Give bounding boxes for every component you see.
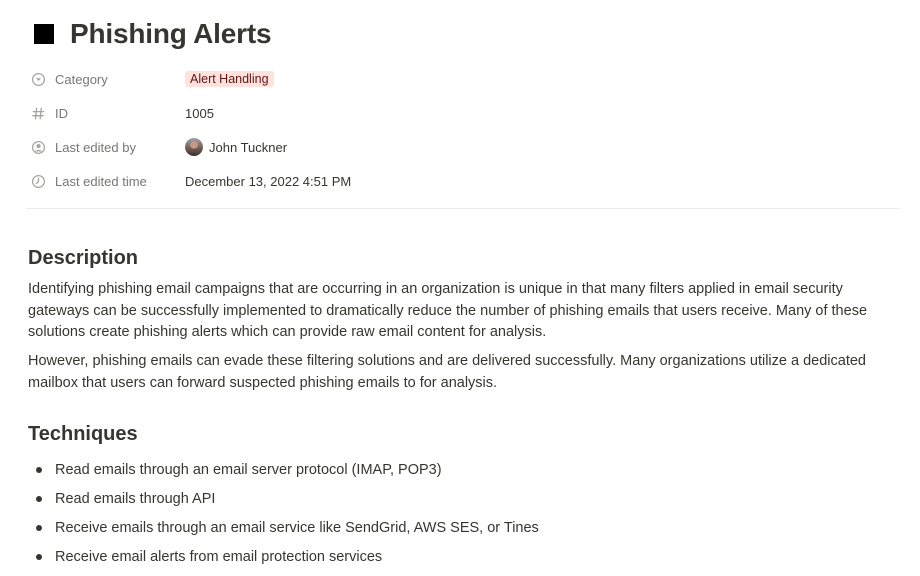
property-name[interactable] xyxy=(30,139,185,155)
property-row-last-edited-by[interactable] xyxy=(30,130,900,164)
black-square-icon[interactable] xyxy=(34,24,54,44)
properties-divider xyxy=(26,208,900,209)
bullet-dot xyxy=(36,554,42,560)
property-name[interactable] xyxy=(30,173,185,189)
hash-icon xyxy=(30,105,46,121)
property-row-category[interactable] xyxy=(30,62,900,96)
technique-text: Receive email alerts from email protection services xyxy=(55,548,383,565)
page-title[interactable]: Phishing Alerts xyxy=(70,18,272,49)
id-value: 1005 xyxy=(185,105,214,121)
property-label-last-edited-time: Last edited time xyxy=(55,173,147,189)
property-value-id[interactable] xyxy=(185,106,214,121)
list-item[interactable] xyxy=(28,485,539,514)
list-item[interactable] xyxy=(28,542,539,571)
techniques-list xyxy=(28,456,539,571)
list-item[interactable] xyxy=(28,514,539,543)
person-icon xyxy=(30,139,46,155)
description-heading[interactable]: Description xyxy=(28,247,139,269)
list-item[interactable] xyxy=(28,456,539,485)
page-header xyxy=(34,18,271,50)
category-tag[interactable]: Alert Handling xyxy=(185,71,274,87)
description-paragraph-1[interactable]: Identifying phishing email campaigns that are occurring in an organization is unique in that many filters applied in email security gateways can be successfully implemented to dramatically reduce the number of phishing emails that users receive. Many of these solutions create phishing alerts which can provide raw email content for analysis. xyxy=(28,281,868,340)
property-row-last-edited-time[interactable] xyxy=(30,164,900,198)
select-icon xyxy=(30,71,46,87)
property-label-id: ID xyxy=(55,105,68,121)
bullet-dot xyxy=(36,467,42,473)
technique-text: Read emails through an email server protocol (IMAP, POP3) xyxy=(55,462,442,479)
technique-text: Receive emails through an email service like SendGrid, AWS SES, or Tines xyxy=(55,519,539,536)
property-label-category: Category xyxy=(55,71,108,87)
clock-icon xyxy=(30,173,46,189)
bullet-dot xyxy=(36,496,42,502)
properties-panel xyxy=(30,62,900,198)
techniques-heading[interactable]: Techniques xyxy=(28,423,138,445)
property-value-last-edited-by[interactable] xyxy=(185,138,287,156)
property-value-last-edited-time[interactable] xyxy=(185,174,351,189)
property-label-last-edited-by: Last edited by xyxy=(55,139,136,155)
technique-text: Read emails through API xyxy=(55,491,216,508)
property-name[interactable] xyxy=(30,105,185,121)
property-name[interactable] xyxy=(30,71,185,87)
property-value-category[interactable] xyxy=(185,71,274,87)
bullet-dot xyxy=(36,525,42,531)
editor-name: John Tuckner xyxy=(209,139,288,155)
property-row-id[interactable] xyxy=(30,96,900,130)
edited-time-value: December 13, 2022 4:51 PM xyxy=(185,173,352,189)
avatar xyxy=(185,138,203,156)
description-paragraph-2[interactable]: However, phishing emails can evade these filtering solutions and are delivered successfully. Many organizations utilize a dedicated mailbox that users can forward suspected phishing emails to for analysis. xyxy=(28,353,866,391)
